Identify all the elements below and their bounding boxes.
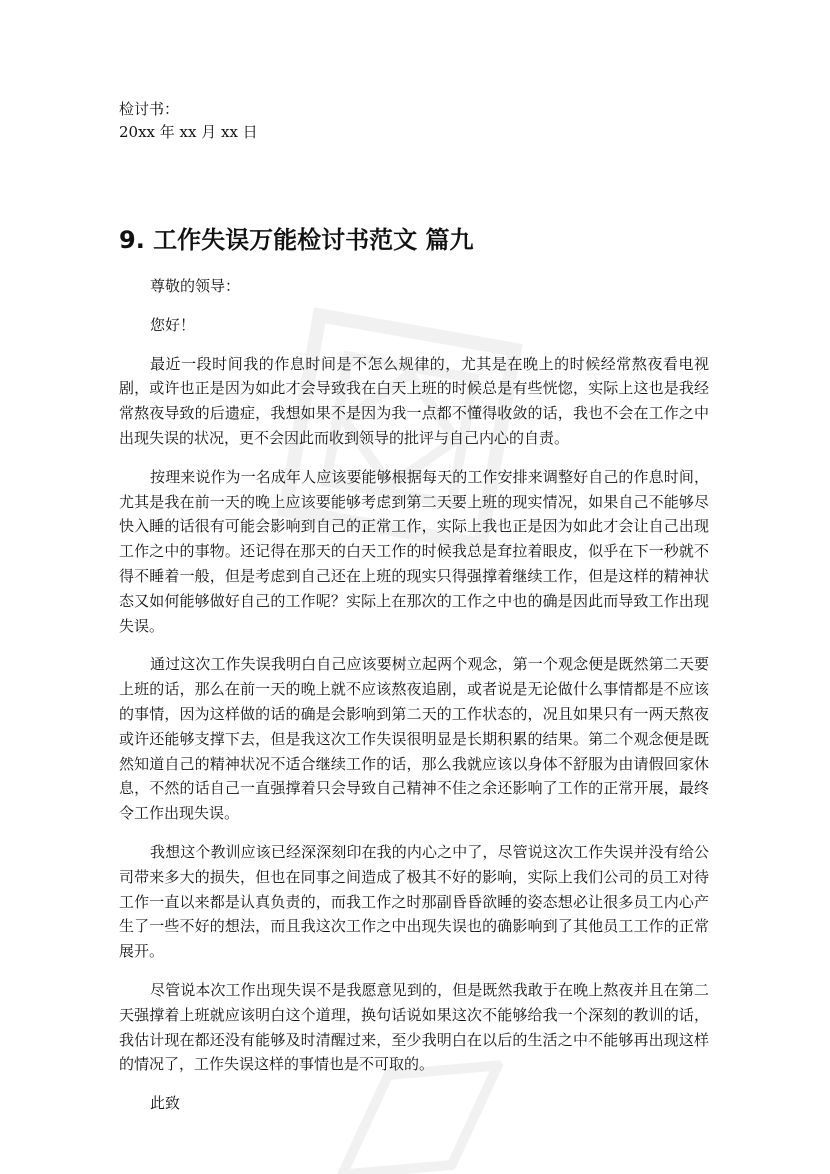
header-title: 检讨书： <box>119 100 180 118</box>
letter-paragraph: 最近一段时间我的作息时间是不怎么规律的，尤其是在晚上的时候经常熬夜看电视剧，或许也正是因为如此才会导致我在白天上班的时候总是有些恍惚，实际上这也是我经常熬夜导致的后遗症，我想如果不是因为我一点都不懂得收敛的话，我也不会在工作之中出现失误的状况，更不会因此而收到领导的批评与自己内心的自责。 <box>119 354 709 447</box>
letter-paragraph: 通过这次工作失误我明白自己应该要树立起两个观念，第一个观念便是既然第二天要上班的话，那么在前一天的晚上就不应该熬夜追剧，或者说是无论做什么事情都是不应该的事情，因为这样做的话的确是会影响到第二天的工作状态的，况且如果只有一两天熬夜或许还能够支撑下去，但是我这次工作失误很明显是长期积累的结果。第二个观念便是既然知道自己的精神状况不适合继续工作的话，那么我就应该以身体不舒服为由请假回家休息，不然的话自己一直强撑着只会导致自己精神不佳之余还影响了工作的正常开展，最终令工作出现失误。 <box>119 655 709 823</box>
header-date: 20xx 年 xx 月 xx 日 <box>119 123 258 141</box>
letter-paragraph: 尽管说本次工作出现失误不是我愿意见到的，但是既然我敢于在晚上熬夜并且在第二天强撑着上班就应该明白这个道理，换句话说如果这次不能够给我一个深刻的教训的话，我估计现在都还没有能够及时清醒过来，至少我明白在以后的生活之中不能够再出现这样的情况了，工作失误这样的事情也是不可取的。 <box>119 980 709 1074</box>
letter-paragraph: 我想这个教训应该已经深深刻印在我的内心之中了，尽管说这次工作失误并没有给公司带来多大的损失，但也在同事之间造成了极其不好的影响，实际上我们公司的员工对待工作一直以来都是认真负责的，而我工作之时那副昏昏欲睡的姿态想必让很多员工内心产生了一些不好的想法，而且我这次工作之中出现失误也的确影响到了其他员工工作的正常展开。 <box>119 842 709 961</box>
letter-closing: 此致 <box>150 1094 181 1113</box>
letter-paragraph: 按理来说作为一名成年人应该要能够根据每天的工作安排来调整好自己的作息时间，尤其是我在前一天的晚上应该要能够考虑到第二天要上班的现实情况，如果自己不能够尽快入睡的话很有可能会影响到自己的正常工作，实际上我也正是因为如此才会让自己出现工作之中的事物。还记得在那天的白天工作的时候我总是耷拉着眼皮，似乎在下一秒就不得不睡着一般，但是考虑到自己还在上班的现实只得强撑着继续工作，但是这样的精神状态又如何能够做好自己的工作呢？实际上在那次的工作之中也的确是因此而导致工作出现失误。 <box>119 467 709 635</box>
letter-greeting: 您好！ <box>150 315 196 334</box>
letter-body <box>119 274 709 1130</box>
document-header <box>119 98 258 144</box>
letter-salutation: 尊敬的领导： <box>150 277 241 295</box>
section-title: 9. 工作失误万能检讨书范文 篇九 <box>119 226 474 254</box>
